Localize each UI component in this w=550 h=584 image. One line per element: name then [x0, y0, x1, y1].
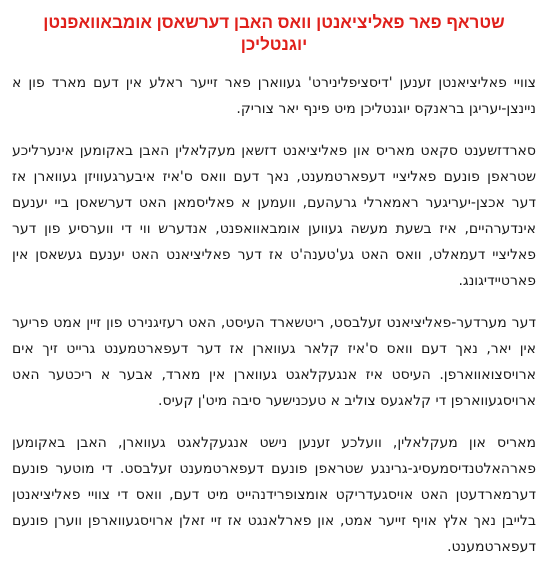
article-paragraph-4: מאריס און מעקלאלין, וועלכע זענען נישט אנגעקלאגט געווארן, האבן באקומען פארהאלטנדיסמעסיג-גרינגע שטראפן פונעם דעפארטמענט זעלבסט. די מוטער פונעם דערמארדעטן האט אויסגעדריקט אומצופרידנהייט מיט דעם, וואס די צוויי פאליציאנטן בלייבן נאך אלץ אויף זייער אמט, און פארלאנגט אז זיי זאלן ארויסגעווארפן ווערן פונעם דעפארטמענט. — [12, 435, 536, 555]
article-paragraph-1: צוויי פאליציאנטן זענען 'דיסציפלינירט' געווארן פאר זייער ראלע אין דעם מארד פון א ניינצן-יעריגן בראנקס יוגנטליכן מיט פינף יאר צוריק. — [12, 75, 536, 117]
news-article — [12, 12, 536, 560]
article-paragraph-2: סארדזשענט סקאט מאריס און פאליציאנט דזשאן מעקלאלין האבן באקומען אינערליכע שטראפן פונעם פאליציי דעפארטמענט, נאך דעם וואס ס'איז איבערגעוויזן געווארן אז דער אכצן-יעריגער ראמארלי גרעהעם, וועמען א פאליסמאן האט דערשאסן ביי יענעם אינדערהיים, איז בשעת מעשה געווען אומבאוואפנט, אנדערש ווי די ווערסיע פון דער פאליציי דעמאלט, וואס האט גע'טענה'ט אז דער פאליציאנט האט יענעם געשאסן אין פארטיידיגונג. — [12, 143, 536, 289]
article-paragraph-3: דער מערדער-פאליציאנט זעלבסט, ריטשארד העיסט, האט רעזיגנירט פון זיין אמט פריער אין יאר, נאך דעם וואס ס'איז קלאר געווארן אז דער דעפארטמענט גרייט זיך אים ארויסצואווארפן. העיסט איז אנגעקלאגט געווארן אין מארד, אבער א ריכטער האט ארויסגעווארפן די קלאגעס צוליב א טעכנישער סיבה מיט'ן קעיס. — [12, 315, 536, 409]
article-title: שטראף פאר פאליציאנטן וואס האבן דערשאסן אומבאוואפנטן יוגנטליכן — [43, 13, 505, 54]
